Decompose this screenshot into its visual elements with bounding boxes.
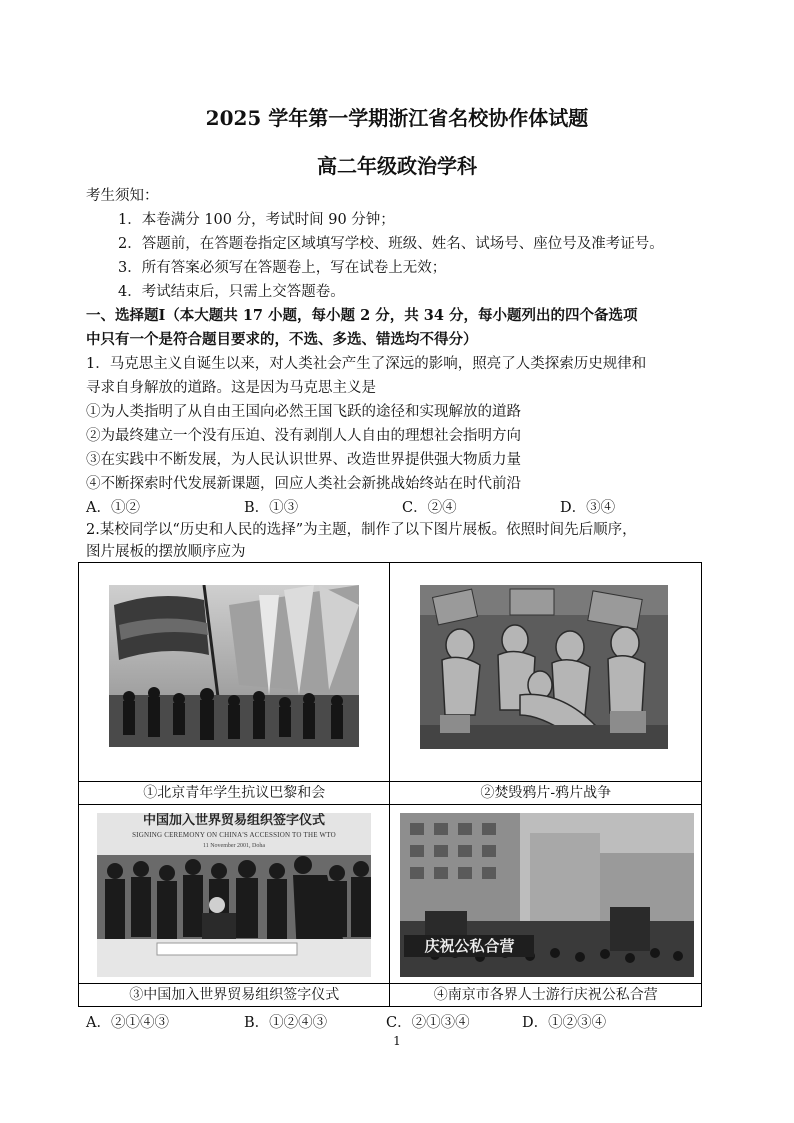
photo-cell-2 bbox=[390, 563, 702, 805]
q2-option-d[interactable]: D．①②③④ bbox=[522, 1015, 607, 1031]
signing-banner bbox=[97, 813, 371, 855]
q1-options bbox=[86, 496, 706, 517]
exam-subtitle: 高二年级政治学科 bbox=[317, 154, 477, 178]
q1-option-b[interactable]: B．①③ bbox=[244, 500, 299, 516]
banner-en: SIGNING CEREMONY ON CHINA'S ACCESSION TO THE WTO bbox=[132, 831, 336, 839]
section-heading-cont: 中只有一个是符合题目要求的，不选、多选、错选均不得分） bbox=[86, 331, 478, 348]
photo-wto-signing bbox=[97, 813, 371, 977]
q1-stem: 1．马克思主义自诞生以来，对人类社会产生了深远的影响，照亮了人类探索历史规律和 bbox=[86, 356, 647, 372]
notice-item: 4．考试结束后，只需上交答题卷。 bbox=[118, 284, 345, 300]
photo-cell-3 bbox=[79, 805, 390, 1007]
photo-caption-3: ③中国加入世界贸易组织签字仪式 bbox=[79, 983, 389, 1006]
notice-item: 3．所有答案必须写在答题卷上，写在试卷上无效； bbox=[118, 260, 447, 276]
banner-cn: 中国加入世界贸易组织签字仪式 bbox=[142, 813, 325, 828]
notice-item: 1．本卷满分 100 分，考试时间 90 分钟； bbox=[118, 212, 395, 228]
q1-option-a[interactable]: A．①② bbox=[86, 500, 140, 516]
banner-date: 11 November 2001, Doha bbox=[202, 843, 266, 849]
photo-caption-1: ①北京青年学生抗议巴黎和会 bbox=[79, 781, 389, 804]
q1-statement-4: ④不断探索时代发展新课题，回应人类社会新挑战始终站在时代前沿 bbox=[86, 476, 521, 492]
q1-statement-1: ①为人类指明了从自由王国向必然王国飞跃的途径和实现解放的道路 bbox=[86, 404, 521, 420]
q2-option-a[interactable]: A．②①④③ bbox=[86, 1015, 169, 1031]
photo-board bbox=[78, 562, 702, 1007]
exam-title: 2025 学年第一学期浙江省名校协作体试题 bbox=[205, 106, 589, 130]
q2-stem-cont: 图片展板的摆放顺序应为 bbox=[86, 544, 246, 560]
photo-may-fourth-protest bbox=[109, 585, 359, 747]
q2-options bbox=[86, 1011, 706, 1032]
photo-cell-4 bbox=[390, 805, 702, 1007]
q1-statement-3: ③在实践中不断发展，为人民认识世界、改造世界提供强大物质力量 bbox=[86, 452, 521, 468]
q1-stem-cont: 寻求自身解放的道路。这是因为马克思主义是 bbox=[86, 380, 376, 396]
photo-nanjing-parade bbox=[400, 813, 694, 977]
photo-opium-burning-relief bbox=[420, 585, 668, 749]
notice-heading: 考生须知： bbox=[86, 188, 159, 204]
photo-caption-2: ②焚毁鸦片-鸦片战争 bbox=[390, 781, 701, 804]
q1-statement-2: ②为最终建立一个没有压迫、没有剥削人人自由的理想社会指明方向 bbox=[86, 428, 521, 444]
q2-option-c[interactable]: C．②①③④ bbox=[386, 1015, 470, 1031]
q2-option-b[interactable]: B．①②④③ bbox=[244, 1015, 328, 1031]
parade-banner: 庆祝公私合营 bbox=[404, 935, 534, 957]
section-heading: 一、选择题Ⅰ（本大题共 17 小题，每小题 2 分，共 34 分，每小题列出的四个备选项 bbox=[86, 307, 638, 324]
q1-option-c[interactable]: C．②④ bbox=[402, 500, 457, 516]
page-number: 1 bbox=[393, 1034, 401, 1048]
photo-cell-1 bbox=[79, 563, 390, 805]
q2-stem: 2.某校同学以“历史和人民的选择”为主题，制作了以下图片展板。依照时间先后顺序， bbox=[86, 522, 637, 538]
notice-item: 2．答题前，在答题卷指定区域填写学校、班级、姓名、试场号、座位号及准考证号。 bbox=[118, 236, 664, 252]
photo-caption-4: ④南京市各界人士游行庆祝公私合营 bbox=[390, 983, 701, 1006]
q1-option-d[interactable]: D．③④ bbox=[560, 500, 616, 516]
